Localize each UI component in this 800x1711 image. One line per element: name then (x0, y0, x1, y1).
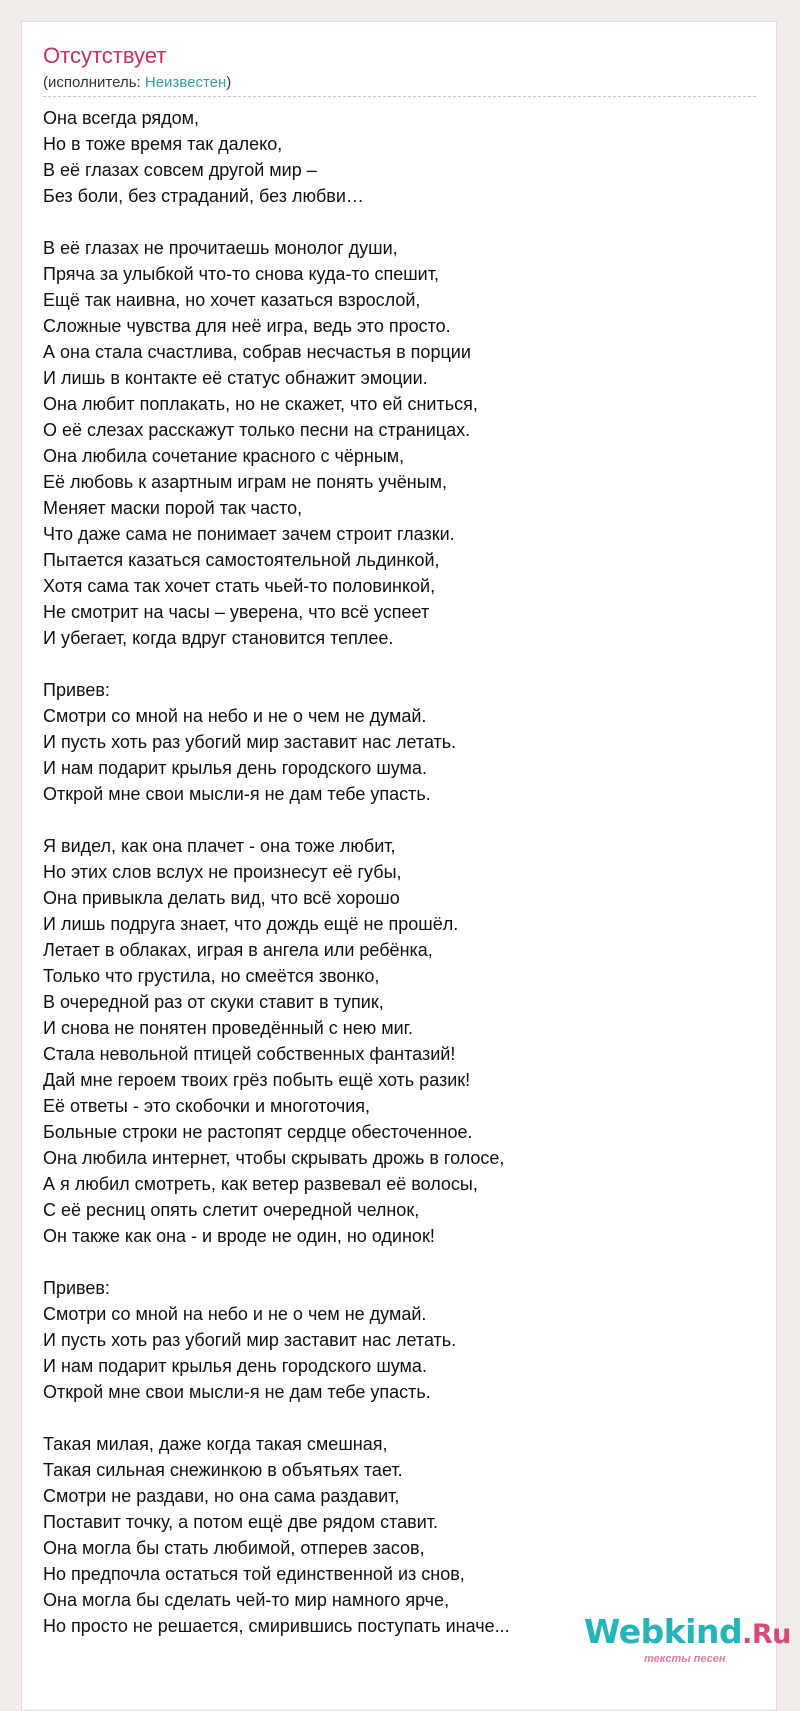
lyric-line: Но просто не решается, смирившись поступать иначе... (43, 1616, 510, 1636)
logo-wordmark (584, 1612, 791, 1655)
lyric-line: Я видел, как она плачет - она тоже любит, (43, 836, 396, 856)
lyric-line: Он также как она - и вроде не один, но одинок! (43, 1226, 435, 1246)
lyric-line: Что даже сама не понимает зачем строит глазки. (43, 524, 455, 544)
lyric-line: С её ресниц опять слетит очередной челнок, (43, 1200, 420, 1220)
lyric-line: Она любит поплакать, но не скажет, что ей сниться, (43, 394, 478, 414)
lyrics-text (43, 105, 743, 1639)
logo-tagline: тексты песен (644, 1653, 726, 1665)
lyric-line: Она всегда рядом, (43, 108, 200, 128)
lyric-line: Такая сильная снежинкою в объятьях тает. (43, 1460, 403, 1480)
stanza-gap (43, 651, 743, 677)
performer-prefix: (исполнитель: (43, 74, 145, 91)
lyric-line: В её глазах совсем другой мир – (43, 160, 317, 180)
lyric-line: Её ответы - это скобочки и многоточия, (43, 1096, 370, 1116)
logo-tld: .Ru (742, 1619, 791, 1650)
lyric-line: Стала невольной птицей собственных фантазий! (43, 1044, 456, 1064)
webkind-logo (584, 1612, 791, 1672)
lyric-line: Дай мне героем твоих грёз побыть ещё хоть разик! (43, 1070, 471, 1090)
lyric-line: И снова не понятен проведённый с нею миг. (43, 1018, 414, 1038)
lyric-line: Но в тоже время так далеко, (43, 134, 283, 154)
stanza-gap (43, 807, 743, 833)
lyric-line: Но этих слов вслух не произнесут её губы, (43, 862, 402, 882)
lyric-line: Пряча за улыбкой что-то снова куда-то спешит, (43, 264, 439, 284)
lyric-line: Привев: (43, 1278, 110, 1298)
lyric-line: Такая милая, даже когда такая смешная, (43, 1434, 388, 1454)
lyric-line: И лишь в контакте её статус обнажит эмоции. (43, 368, 428, 388)
lyric-line: Смотри со мной на небо и не о чем не думай. (43, 706, 427, 726)
song-title: Отсутствует (43, 43, 167, 68)
performer-line (43, 73, 231, 93)
lyric-line: И лишь подруга знает, что дождь ещё не прошёл. (43, 914, 459, 934)
lyric-line: Она могла бы сделать чей-то мир намного ярче, (43, 1590, 450, 1610)
lyric-line: О её слезах расскажут только песни на страницах. (43, 420, 471, 440)
lyric-line: Сложные чувства для неё игра, ведь это просто. (43, 316, 451, 336)
lyric-line: Без боли, без страданий, без любви… (43, 186, 364, 206)
lyric-line: Хотя сама так хочет стать чьей-то половинкой, (43, 576, 436, 596)
lyric-line: И пусть хоть раз убогий мир заставит нас летать. (43, 732, 457, 752)
stanza-gap (43, 1249, 743, 1275)
lyric-line: А я любил смотреть, как ветер развевал её волосы, (43, 1174, 478, 1194)
stanza-gap (43, 209, 743, 235)
lyric-line: Больные строки не растопят сердце обесточенное. (43, 1122, 473, 1142)
lyric-line: Не смотрит на часы – уверена, что всё успеет (43, 602, 430, 622)
performer-suffix: ) (226, 74, 232, 91)
lyric-line: Её любовь к азартным играм не понять учёным, (43, 472, 448, 492)
lyric-line: Смотри не раздави, но она сама раздавит, (43, 1486, 400, 1506)
lyric-line: Открой мне свои мысли-я не дам тебе упасть. (43, 1382, 431, 1402)
lyric-line: В очередной раз от скуки ставит в тупик, (43, 992, 384, 1012)
lyric-line: И убегает, когда вдруг становится теплее. (43, 628, 394, 648)
lyric-line: Она любила интернет, чтобы скрывать дрожь в голосе, (43, 1148, 505, 1168)
lyric-line: Смотри со мной на небо и не о чем не думай. (43, 1304, 427, 1324)
lyric-line: И нам подарит крылья день городского шума. (43, 758, 427, 778)
lyric-line: Меняет маски порой так часто, (43, 498, 303, 518)
lyric-line: Летает в облаках, играя в ангела или ребёнка, (43, 940, 433, 960)
logo-name: Webkind (584, 1612, 743, 1651)
lyric-line: И нам подарит крылья день городского шума. (43, 1356, 427, 1376)
lyric-line: Открой мне свои мысли-я не дам тебе упасть. (43, 784, 431, 804)
lyric-line: Но предпочла остаться той единственной из снов, (43, 1564, 465, 1584)
lyric-line: Она привыкла делать вид, что всё хорошо (43, 888, 400, 908)
performer-link[interactable]: Неизвестен (144, 74, 227, 91)
lyric-line: А она стала счастлива, собрав несчастья в порции (43, 342, 471, 362)
lyric-line: Она любила сочетание красного с чёрным, (43, 446, 405, 466)
lyric-line: В её глазах не прочитаешь монолог души, (43, 238, 398, 258)
lyric-line: Поставит точку, а потом ещё две рядом ставит. (43, 1512, 439, 1532)
lyric-line: Ещё так наивна, но хочет казаться взрослой, (43, 290, 421, 310)
lyric-line: Привев: (43, 680, 110, 700)
lyrics-card (21, 21, 777, 1711)
lyric-line: И пусть хоть раз убогий мир заставит нас летать. (43, 1330, 457, 1350)
stanza-gap (43, 1405, 743, 1431)
lyric-line: Она могла бы стать любимой, отперев засов, (43, 1538, 425, 1558)
title-divider (43, 96, 756, 97)
lyric-line: Только что грустила, но смеётся звонко, (43, 966, 380, 986)
lyric-line: Пытается казаться самостоятельной льдинкой, (43, 550, 440, 570)
